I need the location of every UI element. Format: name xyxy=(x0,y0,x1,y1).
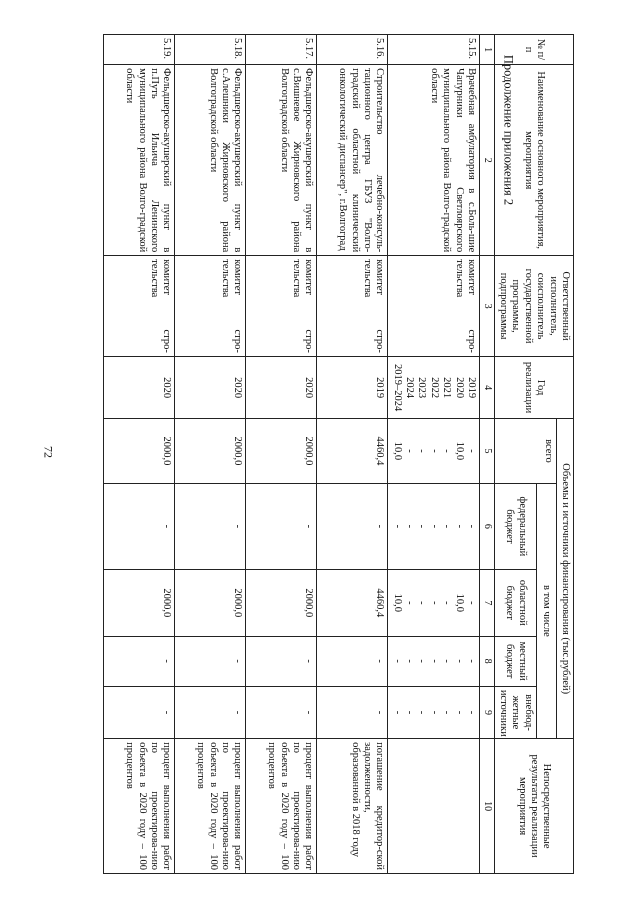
column-number: 10 xyxy=(479,739,494,874)
header-year: Год реализации xyxy=(494,356,573,418)
regional-cell-value: - xyxy=(416,601,428,605)
executor: комитет стро-тельства xyxy=(246,256,317,357)
federal-cell-value: - xyxy=(404,524,416,529)
federal-cell xyxy=(246,483,317,570)
header-including: в том числе xyxy=(536,483,556,739)
local-cell-value: - xyxy=(416,659,428,663)
federal-cell-value: - xyxy=(303,524,315,529)
extrabudget-cell-value: - xyxy=(404,710,416,715)
year-cell xyxy=(104,356,175,418)
regional-cell xyxy=(388,570,480,636)
activity-name: Фельдшерско-акушерский пункт в п.Путь Ильича Ленинского муниципального района Волго-градской области xyxy=(104,65,175,256)
rotated-table-area xyxy=(124,34,574,874)
year-cell-value: 2022 xyxy=(428,377,440,399)
regional-cell xyxy=(104,570,175,636)
regional-cell-value: - xyxy=(441,601,453,605)
extrabudget-cell xyxy=(317,686,388,738)
activity-name: Фельдшерско-акушерский пункт в с.Вишневое Жирновского района Волгоградской области xyxy=(246,65,317,256)
federal-cell-value: - xyxy=(416,524,428,529)
table-body xyxy=(104,35,480,874)
local-cell-value: - xyxy=(161,659,173,663)
local-cell-value: - xyxy=(404,659,416,663)
result-cell: погашение кредитор-ской задолженности, образованной в 2018 году xyxy=(317,739,388,874)
regional-cell xyxy=(175,570,246,636)
header-local: местный бюджет xyxy=(494,636,536,686)
header-funding-group: Объемы и источники финансирования (тыс.рублей) xyxy=(556,419,573,739)
local-cell-value: - xyxy=(374,659,386,663)
federal-cell-value: - xyxy=(465,524,477,529)
total-cell xyxy=(246,419,317,483)
year-cell-value: 2023 xyxy=(416,377,428,399)
column-number: 6 xyxy=(479,483,494,570)
header-results: Непосредственные результаты реализации мероприятия xyxy=(494,739,573,874)
federal-cell xyxy=(175,483,246,570)
regional-cell xyxy=(317,570,388,636)
executor: комитет стро-тельства xyxy=(388,256,480,357)
column-numbers-row xyxy=(479,35,494,874)
total-cell xyxy=(388,419,480,483)
table-row xyxy=(104,35,175,874)
year-cell-value: 2024 xyxy=(404,377,416,399)
executor: комитет стро-тельства xyxy=(317,256,388,357)
header-extrabudget: внебюд-жетные источники xyxy=(494,686,536,738)
local-cell xyxy=(104,636,175,686)
header-total: всего xyxy=(494,419,556,483)
executor: комитет стро-тельства xyxy=(175,256,246,357)
regional-cell-value: 10,0 xyxy=(391,593,403,612)
regional-cell xyxy=(246,570,317,636)
total-cell xyxy=(175,419,246,483)
result-cell: процент выполнения работ по проектирова-нию объекта в 2020 году – 100 процентов xyxy=(104,739,175,874)
year-cell-value: 2020 xyxy=(453,377,465,399)
total-cell-value: - xyxy=(404,449,416,453)
federal-cell-value: - xyxy=(161,524,173,529)
extrabudget-cell xyxy=(246,686,317,738)
local-cell-value: - xyxy=(465,659,477,663)
regional-cell-value: - xyxy=(428,601,440,605)
extrabudget-cell-value: - xyxy=(161,710,173,715)
federal-cell xyxy=(388,483,480,570)
total-cell-value: 10,0 xyxy=(453,441,465,461)
total-cell-value: 10,0 xyxy=(391,441,403,461)
regional-cell-value: 10,0 xyxy=(453,593,465,612)
federal-cell xyxy=(317,483,388,570)
year-cell xyxy=(317,356,388,418)
federal-cell-value: - xyxy=(441,524,453,529)
year-cell-value: 2020 xyxy=(303,377,315,399)
extrabudget-cell-value: - xyxy=(303,710,315,715)
year-cell-value: 2020 xyxy=(232,377,244,399)
regional-cell-value: 4460,4 xyxy=(374,588,386,618)
column-number: 5 xyxy=(479,419,494,483)
year-cell-value: 2019–2024 xyxy=(391,363,403,412)
row-number: 5.16. xyxy=(317,35,388,65)
total-cell-value: 4460,4 xyxy=(374,436,386,466)
local-cell-value: - xyxy=(303,659,315,663)
federal-cell-value: - xyxy=(232,524,244,529)
regional-cell-value: 2000,0 xyxy=(161,588,173,618)
extrabudget-cell-value: - xyxy=(416,710,428,715)
local-cell-value: - xyxy=(232,659,244,663)
column-number: 7 xyxy=(479,570,494,636)
activity-name: Фельдшерско-акушерский пункт в с.Алешники Жирновского района Волгоградской области xyxy=(175,65,246,256)
result-cell: процент выполнения работ по проектирова-нию объекта в 2020 году – 100 процентов xyxy=(246,739,317,874)
column-number: 1 xyxy=(479,35,494,65)
result-cell xyxy=(388,739,480,874)
total-cell-value: 2000,0 xyxy=(303,436,315,466)
regional-cell-value: 2000,0 xyxy=(232,588,244,618)
total-cell-value: - xyxy=(428,449,440,453)
extrabudget-cell-value: - xyxy=(232,710,244,715)
year-cell xyxy=(175,356,246,418)
total-cell-value: - xyxy=(465,449,477,453)
header-name: Наименование основного мероприятия, мероприятия xyxy=(494,65,573,256)
year-cell-value: 2020 xyxy=(161,377,173,399)
extrabudget-cell xyxy=(104,686,175,738)
local-cell-value: - xyxy=(441,659,453,663)
row-number: 5.15. xyxy=(388,35,480,65)
year-cell xyxy=(388,356,480,418)
regional-cell-value: - xyxy=(404,601,416,605)
header-number: № п/п xyxy=(494,35,573,65)
total-cell-value: - xyxy=(441,449,453,453)
continuation-title: Продолжение приложения 2 xyxy=(501,54,516,206)
row-number: 5.17. xyxy=(246,35,317,65)
total-cell xyxy=(104,419,175,483)
header-regional: областной бюджет xyxy=(494,570,536,636)
total-cell xyxy=(317,419,388,483)
local-cell xyxy=(175,636,246,686)
local-cell-value: - xyxy=(428,659,440,663)
federal-cell-value: - xyxy=(453,524,465,529)
activity-name: Строительство лечебно-консуль-тационного центра ГБУЗ "Волго-градский областной клинический онкологический диспансер", г.Волгоград xyxy=(317,65,388,256)
column-number: 3 xyxy=(479,256,494,357)
total-cell-value: 2000,0 xyxy=(232,436,244,466)
extrabudget-cell xyxy=(175,686,246,738)
page-number: 72 xyxy=(41,446,56,458)
federal-cell-value: - xyxy=(374,524,386,529)
extrabudget-cell-value: - xyxy=(453,710,465,715)
extrabudget-cell-value: - xyxy=(428,710,440,715)
row-number: 5.18. xyxy=(175,35,246,65)
column-number: 4 xyxy=(479,356,494,418)
header-executor: Ответственный исполнитель, соисполнитель государственной программы, подпрограммы xyxy=(494,256,573,357)
extrabudget-cell-value: - xyxy=(465,710,477,715)
federal-cell-value: - xyxy=(391,524,403,529)
total-cell-value: 2000,0 xyxy=(161,436,173,466)
regional-cell-value: - xyxy=(465,601,477,605)
regional-cell-value: 2000,0 xyxy=(303,588,315,618)
row-number: 5.19. xyxy=(104,35,175,65)
executor: комитет стро-тельства xyxy=(104,256,175,357)
year-cell xyxy=(246,356,317,418)
funding-table xyxy=(103,34,574,874)
local-cell xyxy=(246,636,317,686)
activity-name: Врачебная амбулатория в с.Боль-шие Чапурники Светлоярского муниципального района Волго-градской области xyxy=(388,65,480,256)
column-number: 8 xyxy=(479,636,494,686)
table-row xyxy=(388,35,480,874)
local-cell-value: - xyxy=(391,659,403,663)
local-cell-value: - xyxy=(453,659,465,663)
year-cell-value: 2021 xyxy=(441,377,453,399)
year-cell-value: 2019 xyxy=(465,377,477,399)
year-cell-value: 2019 xyxy=(374,377,386,399)
extrabudget-cell-value: - xyxy=(391,710,403,715)
extrabudget-cell-value: - xyxy=(441,710,453,715)
federal-cell xyxy=(104,483,175,570)
extrabudget-cell-value: - xyxy=(374,710,386,715)
local-cell xyxy=(317,636,388,686)
local-cell xyxy=(388,636,480,686)
column-number: 9 xyxy=(479,686,494,738)
extrabudget-cell xyxy=(388,686,480,738)
total-cell-value: - xyxy=(416,449,428,453)
table-row xyxy=(246,35,317,874)
result-cell: процент выполнения работ по проектирова-нию объекта в 2020 году – 100 процентов xyxy=(175,739,246,874)
table-row xyxy=(317,35,388,874)
header-federal: федеральный бюджет xyxy=(494,483,536,570)
federal-cell-value: - xyxy=(428,524,440,529)
column-number: 2 xyxy=(479,65,494,256)
table-row xyxy=(175,35,246,874)
